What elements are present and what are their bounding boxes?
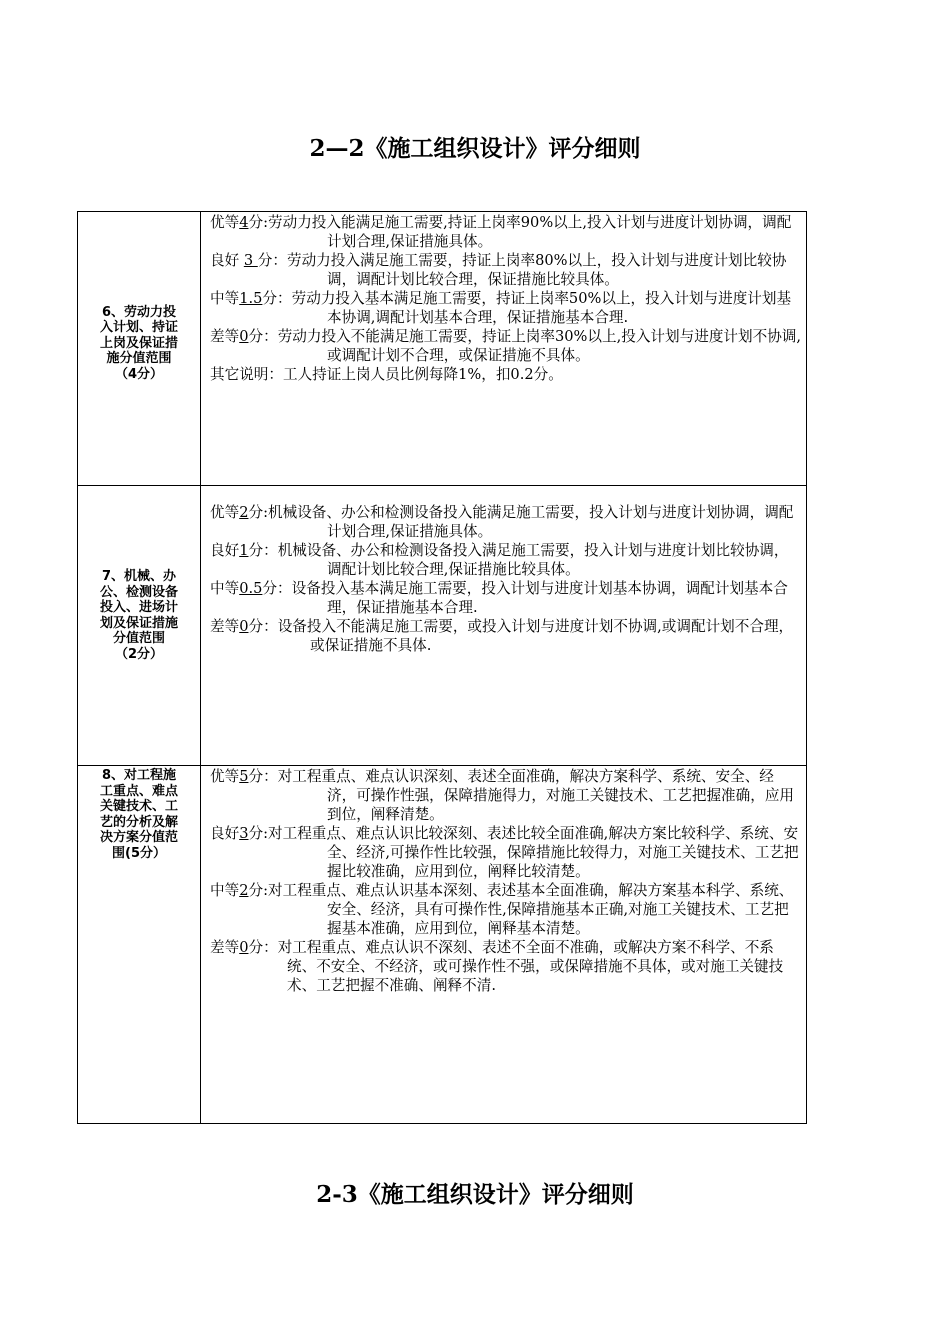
- scoring-table: [77, 211, 807, 1124]
- table-row: [78, 486, 807, 766]
- grade-label: 优等: [210, 504, 240, 521]
- grade-label: 中等: [210, 580, 240, 597]
- grade-unit: 分：: [248, 939, 278, 956]
- criteria-cell: [201, 766, 807, 1124]
- category-line: 工重点、难点: [99, 783, 178, 799]
- grade-score: 2: [239, 882, 249, 899]
- criteria-entry: [210, 503, 803, 541]
- grade-label: 差等: [210, 328, 240, 345]
- criteria-text: 劳动力投入基本满足施工需要，持证上岗率50%以上，投入计划与进度计划基本协调,调配计划基本合理，保证措施基本合理.: [291, 290, 792, 326]
- criteria-entry: [210, 289, 803, 327]
- section-title: 2-3《施工组织设计》评分细则: [316, 1181, 634, 1208]
- category-line: 投入、进场计: [99, 600, 178, 615]
- grade-unit: 分：: [262, 580, 292, 597]
- grade-score: 0: [239, 618, 249, 635]
- criteria-text: 设备投入基本满足施工需要，投入计划与进度计划基本协调，调配计划基本合理，保证措施基本合理.: [291, 580, 788, 616]
- page-title: 2—2《施工组织设计》评分细则: [309, 135, 641, 162]
- category-line: 入计划、持证: [99, 320, 178, 336]
- grade-label: 中等: [210, 882, 240, 899]
- category-line: 划及保证措施: [99, 615, 178, 631]
- criteria-cell: [201, 212, 807, 486]
- grade-label: 优等: [210, 214, 240, 231]
- grade-unit: 分:: [248, 825, 269, 842]
- criteria-text: 对工程重点、难点认识深刻、表述全面准确，解决方案科学、系统、安全、经济，可操作性强，保障措施得力，对施工关键技术、工艺把握准确，应用到位，阐释清楚。: [277, 768, 795, 823]
- criteria-text: 机械设备、办公和检测设备投入满足施工需要，投入计划与进度计划比较协调，调配计划比较合理,保证措施比较具体。: [277, 542, 789, 578]
- criteria-entry: [210, 767, 803, 824]
- grade-unit: 分:: [248, 214, 269, 231]
- grade-score: 5: [239, 768, 249, 785]
- criteria-text: 机械设备、办公和检测设备投入能满足施工需要，投入计划与进度计划协调，调配计划合理,保证措施具体。: [268, 504, 794, 540]
- grade-label: 差等: [210, 939, 240, 956]
- criteria-entry: [210, 579, 803, 617]
- grade-label: 良好: [210, 252, 244, 269]
- criteria-entry: [210, 617, 803, 655]
- category-line: 艺的分析及解: [99, 814, 178, 830]
- criteria-text: 劳动力投入能满足施工需要,持证上岗率90%以上,投入计划与进度计划协调，调配计划合理,保证措施具体。: [268, 214, 792, 250]
- category-line: 决方案分值范: [99, 830, 178, 845]
- criteria-text: 对工程重点、难点认识基本深刻、表述基本全面准确，解决方案基本科学、系统、安全、经济，具有可操作性,保障措施基本正确,对施工关键技术、工艺把握基本准确，应用到位，阐释基本清楚。: [268, 882, 794, 937]
- category-line: （4分）: [114, 366, 164, 382]
- grade-score: 2: [239, 504, 249, 521]
- grade-score: 1: [239, 542, 249, 559]
- category-line: 关键技术、工: [99, 799, 178, 814]
- criteria-text: 对工程重点、难点认识比较深刻、表述比较全面准确,解决方案比较科学、系统、安全、经济,可操作性比较强，保障措施比较得力，对施工关键技术、工艺把握比较准确，应用到位，阐释比较清楚。: [268, 825, 799, 880]
- category-line: 分值范围: [112, 631, 165, 646]
- grade-score: 3: [243, 252, 258, 269]
- grade-score: 0: [239, 328, 249, 345]
- grade-unit: 分：: [248, 768, 278, 785]
- category-line: 上岗及保证措: [99, 335, 178, 351]
- category-line: 6、劳动力投: [101, 304, 177, 320]
- grade-unit: 分：: [257, 252, 287, 269]
- grade-label: 良好: [210, 825, 240, 842]
- grade-label: 差等: [210, 618, 240, 635]
- criteria-entry: [210, 213, 803, 251]
- grade-unit: 分：: [262, 290, 292, 307]
- grade-score: 0: [239, 939, 249, 956]
- criteria-entry: [210, 251, 803, 289]
- grade-unit: 分：: [248, 328, 278, 345]
- grade-unit: 分:: [248, 504, 269, 521]
- grade-label: 中等: [210, 290, 240, 307]
- grade-label: 良好: [210, 542, 240, 559]
- category-line: 围(5分）: [112, 845, 166, 861]
- grade-label: 优等: [210, 768, 240, 785]
- category-line: 8、对工程施: [101, 768, 177, 783]
- table-row: [78, 766, 807, 1124]
- category-cell: [78, 212, 201, 486]
- criteria-text: 设备投入不能满足施工需要，或投入计划与进度计划不协调,或调配计划不合理，或保证措施不具体.: [277, 618, 794, 654]
- category-cell: [78, 766, 201, 1124]
- criteria-text: 劳动力投入不能满足施工需要，持证上岗率30%以上,投入计划与进度计划不协调,或调配计划不合理，或保证措施不具体。: [277, 328, 802, 364]
- grade-unit: 分:: [248, 882, 269, 899]
- table-row: [78, 212, 807, 486]
- criteria-entry: [210, 824, 803, 881]
- category-line: 施分值范围: [106, 351, 172, 367]
- criteria-entry: [210, 938, 803, 995]
- criteria-text: 对工程重点、难点认识不深刻、表述不全面不准确，或解决方案不科学、不系统、不安全、不经济，或可操作性不强，或保障措施不具体，或对施工关键技术、工艺把握不准确、阐释不清.: [277, 939, 784, 994]
- grade-score: 3: [239, 825, 249, 842]
- criteria-entry: [210, 541, 803, 579]
- category-line: （2分）: [114, 646, 164, 662]
- criteria-cell: [201, 486, 807, 766]
- grade-score: 4: [239, 214, 249, 231]
- category-line: 7、机械、办: [101, 569, 177, 584]
- criteria-text: 劳动力投入满足施工需要，持证上岗率80%以上，投入计划与进度计划比较协调，调配计划比较合理，保证措施比较具体。: [286, 252, 787, 288]
- criteria-entry: [210, 881, 803, 938]
- grade-score: 1.5: [239, 290, 263, 307]
- grade-score: 0.5: [239, 580, 263, 597]
- criteria-note: 其它说明：工人持证上岗人员比例每降1%，扣0.2分。: [210, 366, 563, 383]
- criteria-entry: [210, 327, 803, 365]
- category-line: 公、检测设备: [99, 584, 178, 600]
- category-cell: [78, 486, 201, 766]
- grade-unit: 分：: [248, 618, 278, 635]
- grade-unit: 分：: [248, 542, 278, 559]
